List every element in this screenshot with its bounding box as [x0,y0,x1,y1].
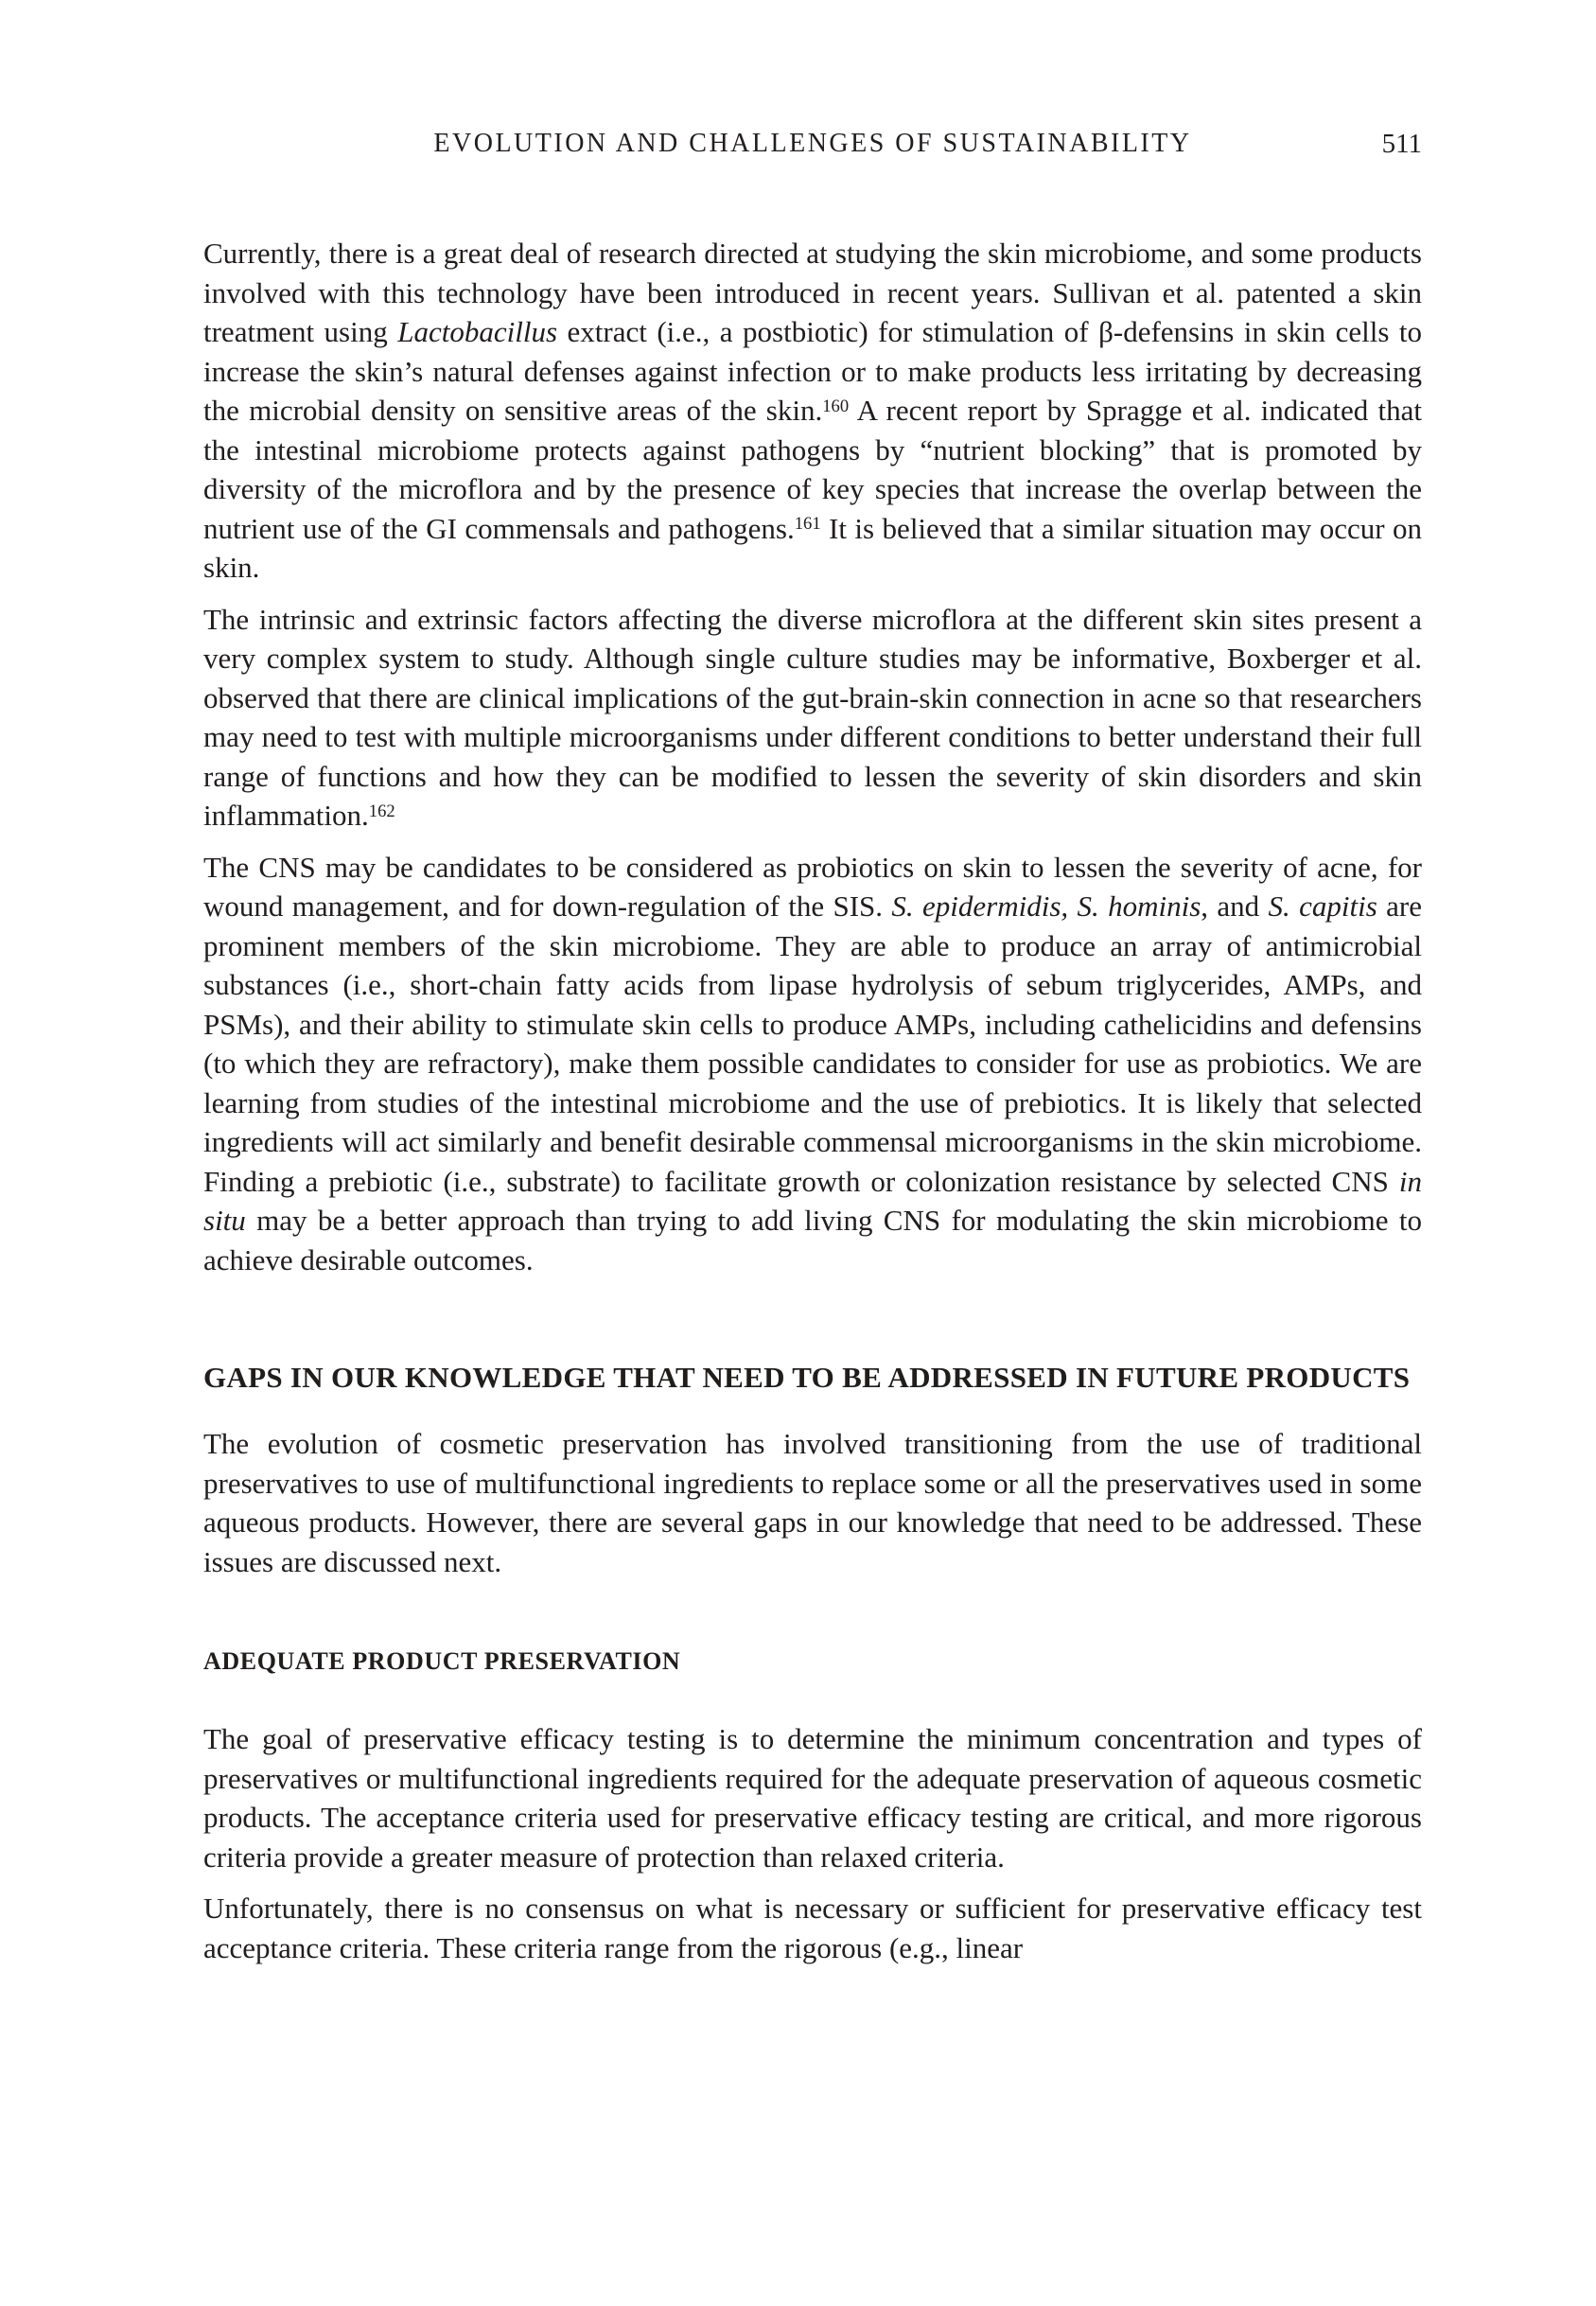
body-paragraph [203,1424,1422,1581]
body-paragraph [203,234,1422,588]
footnote-reference: 161 [794,514,821,535]
italic-text-run: Lactobacillus [397,315,558,348]
text-run: The goal of preservative efficacy testing is to determine the minimum concentration and types of preservatives or multifunctional ingredients required for the adequate preservation of aqueous cosmetic products. The acceptance criteria used for preservative efficacy testing are critical, and more rigorous criteria provide a greater measure of protection than relaxed criteria. [203,1722,1422,1874]
text-run: extract (i.e., a postbiotic) for stimulation of β-defensins in skin cells to increase the skin’s natural defenses against infection or to make products less irritating by decreasing the microbial density on sensitive areas of the skin. [203,315,1422,427]
running-header [203,129,1422,168]
text-run: Unfortunately, there is no consensus on what is necessary or sufficient for preservative efficacy test acceptance criteria. These criteria range from the rigorous (e.g., linear [203,1892,1422,1964]
section-heading: GAPS IN OUR KNOWLEDGE THAT NEED TO BE ADDRESSED IN FUTURE PRODUCTS [203,1361,1411,1394]
text-run: , and [1201,889,1269,923]
text-run: A recent report by Spragge et al. indicated that the intestinal microbiome protects against pathogens by “nutrient blocking” that is promoted by diversity of the microflora and by the presence of key species that increase the overlap between the nutrient use of the GI commensals and pathogens. [203,394,1422,545]
italic-text-run: S. epidermidis, S. hominis [891,889,1201,923]
body-paragraph [203,600,1422,836]
body-paragraph [203,848,1422,1280]
body-paragraph [203,1889,1422,1967]
body-paragraph [203,1719,1422,1876]
text-run: may be a better approach than trying to add living CNS for modulating the skin microbiome to achieve desirable outcomes. [203,1204,1422,1276]
italic-text-run: S. capitis [1268,889,1377,923]
running-header-title: EVOLUTION AND CHALLENGES OF SUSTAINABILITY [433,129,1192,158]
subsection-heading: ADEQUATE PRODUCT PRESERVATION [203,1647,681,1675]
page-number: 511 [1381,129,1422,159]
footnote-reference: 160 [822,396,850,416]
page-body [203,234,1422,1967]
text-run: are prominent members of the skin microbiome. They are able to produce an array of antimicrobial substances (i.e., short-chain fatty acids from lipase hydrolysis of sebum triglycerides, AMPs, and PSMs), and their ability to stimulate skin cells to produce AMPs, including cathelicidins and defensins (to which they are refractory), make them possible candidates to consider for use as probiotics. We are learning from studies of the intestinal microbiome and the use of prebiotics. It is likely that selected ingredients will act similarly and benefit desirable commensal microorganisms in the skin microbiome. Finding a prebiotic (i.e., substrate) to facilitate growth or colonization resistance by selected CNS [203,889,1423,1198]
italic-text-run: in situ [203,1164,1422,1237]
text-run: The intrinsic and extrinsic factors affecting the diverse microflora at the different skin sites present a very complex system to study. Although single culture studies may be informative, Boxberger et al. observed that there are clinical implications of the gut-brain-skin connection in acne so that researchers may need to test with multiple microorganisms under different conditions to better understand their full range of functions and how they can be modified to lessen the severity of skin disorders and skin inflammation. [203,602,1422,832]
text-run: Currently, there is a great deal of research directed at studying the skin microbiome, and some products involved with this technology have been introduced in recent years. Sullivan et al. patented a skin treatment using [203,237,1422,348]
footnote-reference: 162 [368,801,395,821]
text-run: The evolution of cosmetic preservation has involved transitioning from the use of traditional preservatives to use of multifunctional ingredients to replace some or all the preservatives used in some aqueous products. However, there are several gaps in our knowledge that need to be addressed. These issues are discussed next. [203,1427,1422,1578]
text-run: The CNS may be candidates to be considered as probiotics on skin to lessen the severity of acne, for wound management, and for down-regulation of the SIS. [203,850,1422,923]
text-run: It is believed that a similar situation may occur on skin. [203,511,1422,584]
